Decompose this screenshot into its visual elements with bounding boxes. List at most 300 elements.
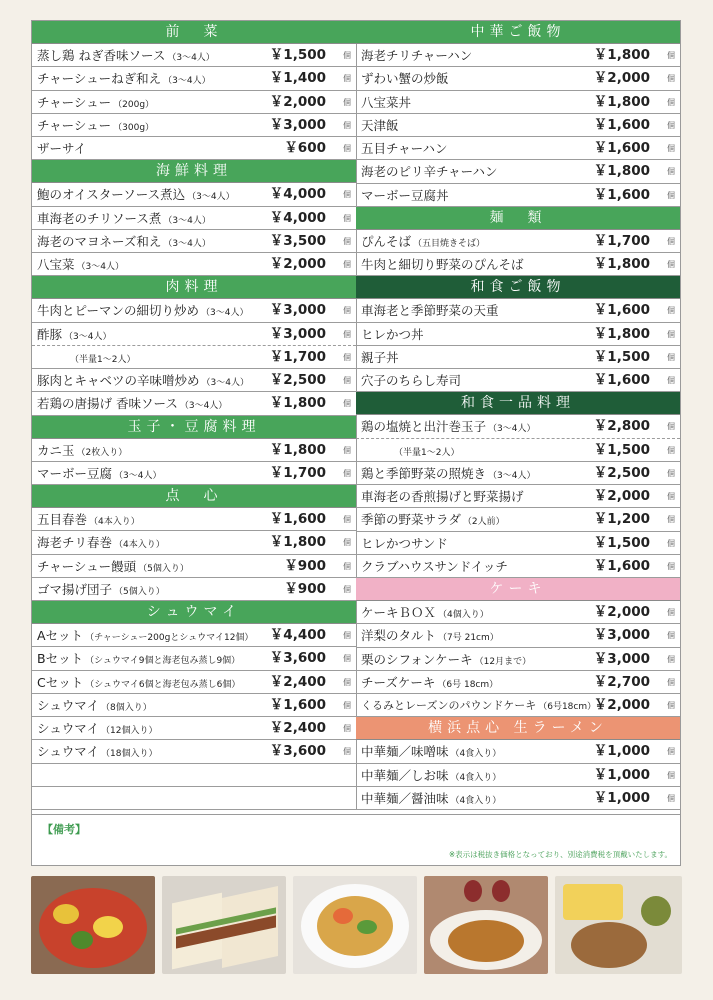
- menu-item-row: [356, 624, 680, 647]
- menu-item-row: [32, 694, 356, 717]
- menu-item-name: [361, 253, 524, 276]
- item-title: Bセット: [37, 651, 84, 667]
- menu-item-price: ￥2,000: [593, 488, 650, 504]
- unit-label: 個: [667, 167, 675, 177]
- menu-item-name: [37, 508, 140, 534]
- menu-item-name: [361, 346, 399, 369]
- item-portion: （3～4人）: [76, 262, 124, 272]
- item-title: 親子丼: [361, 349, 399, 365]
- menu-item-row: [356, 44, 680, 67]
- item-title: マーボー豆腐: [37, 465, 113, 481]
- menu-item-name: [392, 439, 459, 465]
- unit-label: 個: [343, 376, 351, 385]
- menu-item-price: ￥1,800: [593, 325, 650, 342]
- menu-item-name: [361, 555, 508, 578]
- menu-item-row: [356, 369, 680, 392]
- menu-item-name: [361, 299, 499, 322]
- menu-item-name: [68, 346, 135, 372]
- menu-item-price: ￥1,600: [269, 696, 326, 713]
- menu-item-name: [37, 647, 240, 673]
- menu-item-name: [37, 183, 235, 209]
- item-title: マーボー豆腐丼: [361, 187, 449, 203]
- unit-label: 個: [667, 492, 675, 501]
- menu-item-price: ￥1,800: [593, 256, 650, 272]
- menu-item-row: [356, 671, 680, 694]
- item-title: 鶏と季節野菜の照焼き: [361, 465, 487, 481]
- menu-item-name: [37, 694, 152, 720]
- left-menu-column: [32, 21, 357, 810]
- menu-item-price: ￥1,800: [269, 395, 326, 412]
- unit-label: 個: [667, 631, 675, 641]
- unit-label: 個: [343, 144, 351, 153]
- item-title: 五目チャーハン: [361, 141, 448, 156]
- menu-item-price: ￥2,400: [269, 673, 326, 690]
- menu-item-row: [32, 323, 356, 346]
- item-portion: （7号 21cm）: [438, 633, 499, 644]
- menu-item-row: [356, 648, 680, 671]
- item-title: Aセット: [37, 628, 84, 643]
- menu-item-row: [32, 67, 356, 90]
- unit-label: 個: [667, 677, 675, 687]
- unit-label: 個: [343, 747, 351, 757]
- menu-item-price: ￥3,600: [269, 743, 326, 760]
- menu-item-price: ￥1,400: [269, 70, 326, 87]
- menu-item-price: ￥3,500: [269, 232, 326, 249]
- menu-item-row: [32, 114, 356, 137]
- item-title: チャーシューねぎ和え: [37, 71, 162, 87]
- unit-label: 個: [343, 654, 351, 664]
- menu-item-price: ￥2,000: [269, 93, 326, 110]
- unit-label: 個: [343, 631, 351, 640]
- menu-item-name: [361, 369, 461, 392]
- item-title: 海老チリチャーハン: [361, 48, 473, 63]
- menu-item-row: [32, 740, 356, 763]
- item-title: 中華麺／しお味: [361, 767, 449, 783]
- menu-item-row: [32, 764, 356, 787]
- menu-item-price: ￥900: [284, 580, 326, 597]
- menu-item-price: ￥3,000: [593, 650, 650, 667]
- item-portion: （5個入り）: [138, 563, 189, 574]
- menu-item-name: [361, 114, 399, 137]
- menu-item-price: ￥1,000: [593, 743, 650, 760]
- unit-label: 個: [343, 399, 351, 409]
- menu-item-name: [361, 601, 489, 627]
- item-title: 五目春巻: [37, 512, 88, 527]
- unit-label: 個: [667, 770, 675, 780]
- item-portion: （半量1～2人）: [70, 354, 136, 365]
- item-title: チャーシュー: [37, 94, 112, 110]
- menu-item-row: [356, 230, 680, 253]
- menu-item-price: ￥2,500: [593, 464, 650, 481]
- item-title: 牛肉と細切り野菜のぴんそば: [361, 257, 524, 272]
- item-title: ずわい蟹の炒飯: [361, 71, 449, 87]
- left-section-header: 前 菜: [32, 21, 356, 44]
- unit-label: 個: [667, 236, 675, 246]
- menu-item-row: [32, 671, 356, 694]
- menu-item-name: [361, 508, 505, 534]
- left-section-header: シュウマイ: [32, 601, 356, 624]
- unit-label: 個: [667, 97, 675, 107]
- menu-item-price: ￥1,600: [593, 140, 650, 156]
- item-title: チャーシュー饅頭: [37, 558, 137, 574]
- unit-label: 個: [343, 468, 351, 478]
- menu-item-name: [361, 67, 449, 90]
- item-portion: （4個入り）: [438, 610, 489, 620]
- item-portion: （8個入り）: [101, 702, 152, 713]
- menu-item-row: [356, 601, 680, 624]
- item-portion: （3～4人）: [488, 424, 536, 435]
- menu-item-row: [356, 184, 680, 207]
- right-section-header: 麺 類: [356, 207, 680, 230]
- item-title: ザーサイ: [37, 141, 87, 156]
- menu-item-row: [32, 647, 356, 670]
- left-section-header: 玉子・豆腐料理: [32, 416, 356, 439]
- menu-item-row: [32, 439, 356, 462]
- unit-label: 個: [343, 677, 351, 687]
- unit-label: 個: [667, 422, 675, 432]
- unit-label: 個: [343, 190, 351, 200]
- menu-item-name: [361, 137, 448, 160]
- menu-item-name: [361, 462, 535, 488]
- unit-label: 個: [343, 97, 351, 107]
- item-portion: （18個入り）: [101, 749, 158, 760]
- item-portion: （半量1～2人）: [394, 447, 460, 458]
- menu-item-price: ￥1,200: [593, 511, 650, 528]
- left-section-header: 海鮮料理: [32, 160, 356, 183]
- item-title: 中華麺／醤油味: [361, 790, 449, 806]
- menu-item-row: [32, 91, 356, 114]
- item-portion: （12個入り）: [101, 726, 158, 736]
- menu-item-price: ￥900: [284, 557, 326, 574]
- menu-item-name: [37, 624, 253, 650]
- menu-item-price: ￥1,600: [593, 302, 650, 319]
- menu-item-price: ￥1,700: [269, 464, 326, 481]
- menu-item-row: [356, 299, 680, 322]
- menu-item-price: ￥1,700: [593, 232, 650, 249]
- menu-item-name: [37, 578, 165, 604]
- item-title: ゴマ揚げ団子: [37, 581, 113, 597]
- menu-item-row: [356, 485, 680, 508]
- item-portion: （チャーシュー200gとシュウマイ12個）: [85, 633, 254, 643]
- menu-item-name: [37, 439, 127, 465]
- menu-item-row: [356, 160, 680, 183]
- unit-label: 個: [667, 120, 675, 130]
- item-title: ケーキＢＯＸ: [361, 605, 437, 620]
- menu-item-price: ￥1,700: [269, 348, 326, 365]
- menu-item-price: ￥1,600: [593, 186, 650, 203]
- menu-item-name: [37, 671, 240, 697]
- menu-item-name: [37, 555, 189, 581]
- menu-item-row: [32, 253, 356, 276]
- left-section-header: 点 心: [32, 485, 356, 508]
- unit-label: 個: [343, 306, 351, 316]
- menu-item-name: [361, 740, 501, 766]
- item-title: ヒレかつ丼: [361, 326, 424, 342]
- item-title: シュウマイ: [37, 697, 100, 713]
- item-title: 八宝菜丼: [361, 94, 412, 110]
- unit-label: 個: [343, 538, 351, 548]
- menu-item-name: [361, 624, 499, 650]
- menu-item-name: [37, 230, 211, 256]
- unit-label: 個: [667, 747, 675, 757]
- menu-item-price: ￥2,000: [593, 604, 650, 620]
- item-title: 穴子のちらし寿司: [361, 373, 462, 388]
- item-title: 豚肉とキャベツの辛味噌炒め: [37, 373, 200, 388]
- unit-label: 個: [343, 74, 351, 84]
- menu-item-price: ￥1,800: [593, 163, 650, 180]
- right-section-header: 和食ご飯物: [356, 276, 680, 299]
- menu-item-row: [356, 323, 680, 346]
- menu-item-name: [361, 91, 411, 114]
- menu-item-price: ￥3,000: [269, 302, 326, 319]
- item-portion: （4本入り）: [114, 540, 165, 551]
- unit-label: 個: [667, 445, 675, 455]
- item-title: Cセット: [37, 674, 84, 690]
- menu-item-name: [37, 462, 161, 488]
- item-portion: （3～4人）: [163, 215, 211, 226]
- menu-item-name: [361, 648, 531, 674]
- menu-item-price: ￥1,600: [593, 372, 650, 388]
- menu-item-price: ￥2,000: [269, 256, 326, 272]
- menu-item-price: ￥1,800: [269, 534, 326, 551]
- item-portion: （12月まで）: [474, 656, 532, 667]
- unit-label: 個: [667, 376, 675, 385]
- menu-item-price: ￥2,500: [269, 372, 326, 388]
- menu-item-price: ￥4,400: [269, 627, 326, 643]
- menu-item-price: ￥2,000: [593, 697, 650, 713]
- menu-item-price: ￥1,000: [593, 789, 650, 806]
- menu-sheet: [31, 20, 681, 866]
- unit-label: 個: [667, 190, 675, 200]
- item-title: ヒレかつサンド: [361, 535, 448, 551]
- item-portion: （3～4人）: [488, 470, 536, 481]
- menu-item-price: ￥2,800: [593, 418, 650, 435]
- item-portion: （シュウマイ6個と海老包み蒸し6個）: [85, 679, 241, 690]
- menu-item-name: [361, 323, 424, 346]
- menu-item-row: [32, 717, 356, 740]
- item-portion: （3～4人）: [167, 53, 215, 63]
- menu-item-row: [32, 787, 356, 810]
- menu-item-row: [356, 439, 680, 462]
- menu-item-name: [37, 717, 157, 743]
- menu-item-name: [361, 485, 524, 508]
- item-portion: （3～4人）: [163, 76, 211, 87]
- item-portion: （3～4人）: [179, 401, 228, 412]
- menu-item-row: [356, 415, 680, 438]
- menu-item-price: ￥1,000: [593, 766, 650, 783]
- menu-item-name: [37, 369, 249, 395]
- unit-label: 個: [667, 701, 675, 710]
- item-title: チーズケーキ: [361, 674, 436, 690]
- menu-item-name: [37, 323, 111, 349]
- item-title: 海老チリ春巻: [37, 535, 113, 551]
- menu-item-price: ￥2,000: [593, 70, 650, 87]
- menu-item-price: ￥1,500: [269, 47, 326, 63]
- unit-label: 個: [343, 236, 351, 246]
- unit-label: 個: [667, 51, 675, 60]
- unit-label: 個: [667, 329, 675, 339]
- menu-item-name: [37, 740, 157, 766]
- unit-label: 個: [343, 260, 351, 269]
- unit-label: 個: [343, 445, 351, 455]
- unit-label: 個: [343, 329, 351, 339]
- menu-item-name: [361, 671, 498, 697]
- menu-item-row: [356, 462, 680, 485]
- menu-item-name: [37, 299, 248, 325]
- menu-item-name: [37, 114, 154, 140]
- abalone-oyster-sauce-photo: [424, 876, 548, 974]
- menu-item-name: [361, 764, 501, 790]
- menu-item-price: ￥1,600: [593, 557, 650, 574]
- menu-item-price: ￥1,600: [269, 511, 326, 527]
- menu-item-name: [37, 392, 227, 418]
- menu-item-row: [356, 508, 680, 531]
- menu-item-row: [356, 346, 680, 369]
- unit-label: 個: [343, 700, 351, 710]
- item-portion: （3～4人）: [187, 192, 235, 203]
- item-portion: （4食入り）: [450, 749, 502, 760]
- menu-item-row: [32, 578, 356, 601]
- menu-item-name: [37, 207, 211, 233]
- menu-item-name: [37, 91, 154, 117]
- menu-item-price: ￥1,500: [593, 441, 650, 458]
- item-portion: （6号18cm）: [538, 702, 597, 712]
- menu-item-name: [361, 694, 596, 719]
- menu-item-row: [32, 555, 356, 578]
- menu-item-row: [32, 462, 356, 485]
- menu-item-price: ￥1,600: [593, 116, 650, 133]
- right-section-header: 中華ご飯物: [356, 21, 680, 44]
- item-title: 八宝菜: [37, 257, 75, 272]
- unit-label: 個: [343, 584, 351, 594]
- menu-item-row: [356, 740, 680, 763]
- notes-box: [32, 814, 680, 866]
- unit-label: 個: [667, 654, 675, 664]
- menu-item-name: [361, 160, 498, 183]
- item-portion: （3～4人）: [64, 331, 112, 342]
- menu-item-price: ￥1,500: [593, 534, 650, 551]
- menu-item-row: [32, 392, 356, 415]
- item-title: 海老のピリ辛チャーハン: [361, 164, 498, 180]
- menu-item-price: ￥1,800: [269, 441, 326, 458]
- unit-label: 個: [667, 538, 675, 548]
- unit-label: 個: [667, 260, 675, 269]
- item-title: カニ玉: [37, 442, 75, 458]
- notes-label: 【備考】: [42, 823, 86, 836]
- menu-item-row: [356, 91, 680, 114]
- unit-label: 個: [343, 561, 351, 571]
- menu-item-name: [37, 253, 124, 279]
- item-title: 天津飯: [361, 117, 399, 133]
- menu-item-row: [32, 346, 356, 369]
- item-title: チャーシュー: [37, 117, 112, 133]
- unit-label: 個: [343, 352, 351, 362]
- menu-item-row: [32, 299, 356, 322]
- unit-label: 個: [667, 793, 675, 803]
- menu-item-name: [361, 415, 535, 441]
- unit-label: 個: [343, 213, 351, 223]
- item-title: 中華麺／味噌味: [361, 744, 449, 760]
- unit-label: 個: [343, 51, 351, 60]
- menu-item-row: [32, 230, 356, 253]
- item-title: 若鶏の唐揚げ 香味ソース: [37, 396, 178, 412]
- menu-item-row: [356, 555, 680, 578]
- right-menu-column: [356, 21, 680, 810]
- item-portion: （4食入り）: [450, 795, 502, 806]
- unit-label: 個: [343, 724, 351, 733]
- item-title: 季節の野菜サラダ: [361, 512, 461, 528]
- menu-item-row: [32, 183, 356, 206]
- menu-item-row: [356, 787, 680, 810]
- menu-item-row: [356, 114, 680, 137]
- left-section-header: 肉料理: [32, 276, 356, 299]
- menu-item-name: [37, 531, 165, 557]
- item-title: 酢豚: [37, 326, 63, 342]
- menu-item-price: ￥3,600: [269, 650, 326, 667]
- menu-item-price: ￥4,000: [269, 209, 326, 226]
- menu-item-row: [32, 508, 356, 531]
- unit-label: 個: [667, 608, 675, 617]
- unit-label: 個: [667, 515, 675, 525]
- menu-item-price: ￥3,000: [593, 627, 650, 644]
- japanese-dishes-photo: [555, 876, 682, 974]
- item-title: 車海老と季節野菜の天重: [361, 303, 499, 319]
- item-portion: （5個入り）: [114, 586, 165, 597]
- unit-label: 個: [667, 352, 675, 362]
- item-title: 海老のマヨネーズ和え: [37, 233, 162, 249]
- menu-item-row: [32, 44, 356, 67]
- menu-item-name: [361, 230, 485, 256]
- menu-item-price: ￥2,700: [593, 673, 650, 690]
- menu-item-name: [361, 532, 448, 555]
- menu-item-price: ￥1,500: [593, 348, 650, 365]
- item-title: 車海老の香煎揚げと野菜揚げ: [361, 489, 524, 504]
- item-portion: （3～4人）: [114, 470, 162, 481]
- item-title: 車海老のチリソース煮: [37, 210, 162, 226]
- item-portion: （3～4人）: [201, 378, 249, 388]
- item-portion: （2枚入り）: [76, 447, 128, 458]
- item-title: 蒸し鶏 ねぎ香味ソース: [37, 48, 166, 63]
- menu-item-row: [32, 531, 356, 554]
- unit-label: 個: [343, 120, 351, 130]
- unit-label: 個: [667, 468, 675, 478]
- menu-item-row: [356, 137, 680, 160]
- menu-item-name: [37, 44, 215, 70]
- menu-item-price: ￥4,000: [269, 186, 326, 203]
- menu-item-row: [32, 207, 356, 230]
- menu-item-name: [37, 137, 86, 160]
- menu-item-row: [356, 253, 680, 276]
- item-title: 牛肉とピーマンの細切り炒め: [37, 303, 200, 319]
- unit-label: 個: [667, 561, 675, 571]
- item-title: 洋梨のタルト: [361, 628, 437, 644]
- katsu-sandwich-photo: [162, 876, 286, 974]
- item-title: 栗のシフォンケーキ: [361, 651, 473, 667]
- menu-item-row: [32, 624, 356, 647]
- item-portion: （3～4人）: [201, 308, 249, 319]
- item-title: クラブハウスサンドイッチ: [361, 558, 508, 574]
- item-portion: （シュウマイ9個と海老包み蒸し9個）: [85, 656, 241, 667]
- menu-item-price: ￥600: [284, 140, 326, 156]
- unit-label: 個: [667, 144, 675, 153]
- item-portion: （3～4人）: [163, 238, 211, 249]
- menu-item-row: [32, 369, 356, 392]
- menu-item-name: [361, 184, 449, 207]
- menu-item-name: [361, 787, 501, 813]
- menu-item-price: ￥2,400: [269, 720, 326, 736]
- item-portion: （4食入り）: [450, 772, 502, 783]
- right-section-header: ケーキ: [356, 578, 680, 601]
